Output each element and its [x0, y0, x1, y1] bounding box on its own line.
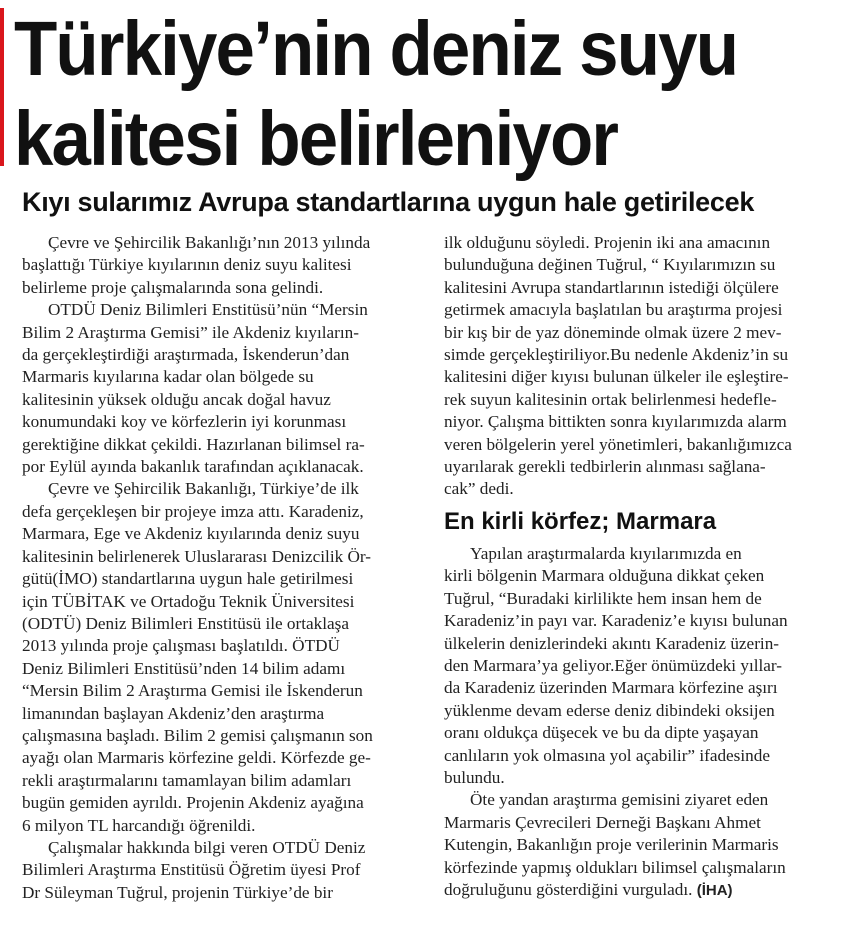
text-line: uyarılarak gerekli tedbirlerin alınması sağlana-	[444, 457, 766, 477]
text-line: konumundaki koy ve körfezlerin iyi korunması	[22, 412, 347, 432]
text-line: Marmaris Çevrecileri Derneği Başkanı Ahmet	[444, 812, 761, 832]
article-column-right	[444, 232, 840, 902]
text-line: Dr Süleyman Tuğrul, projenin Türkiye’de bir	[22, 882, 333, 902]
headline-line-2: kalitesi belirleniyor	[14, 96, 618, 182]
article-column-left	[22, 232, 414, 904]
text-line: kirli bölgenin Marmara olduğuna dikkat çeken	[444, 566, 765, 586]
text-line: ülkelerin denizlerindeki akıntı Karadeniz üzerin-	[444, 633, 780, 653]
text-line: Kutengin, Bakanlığın proje verilerinin Marmaris	[444, 835, 779, 855]
headline	[14, 4, 787, 184]
text-line: rek suyun kalitesinin ortak belirlenmesi hedefle-	[444, 389, 777, 409]
text-line: (ODTÜ) Deniz Bilimleri Enstitüsü ile ortaklaşa	[22, 613, 349, 633]
text-line: Marmaris kıyılarına kadar olan bölgede su	[22, 367, 314, 387]
text-line: “Mersin Bilim 2 Araştırma Gemisi ile İskenderun	[22, 681, 363, 701]
text-line: OTDÜ Deniz Bilimleri Enstitüsü’nün “Mersin	[48, 300, 368, 320]
text-line: kalitesinin belirlenerek Uluslararası Denizcilik Ör-	[22, 546, 372, 566]
text-line: da gerçekleştirdiği araştırmada, İskenderun’dan	[22, 345, 350, 365]
text-line: Çevre ve Şehircilik Bakanlığı, Türkiye’de ilk	[48, 479, 359, 499]
text-line: yüklenme devam ederse deniz dibindeki oksijen	[444, 700, 775, 720]
text-line: bir kış bir de yaz döneminde olmak üzere 2 mev-	[444, 322, 782, 342]
text-line: 6 milyon TL harcandığı öğrenildi.	[22, 815, 256, 835]
text-line: ayağı olan Marmaris körfezine geldi. Körfezde ge-	[22, 748, 371, 768]
section-heading: En kirli körfez; Marmara	[444, 507, 717, 535]
text-line: defa gerçekleşen bir projeye imza attı. Karadeniz,	[22, 501, 364, 521]
text-line: Marmara, Ege ve Akdeniz kıyılarında deniz suyu	[22, 524, 360, 544]
text-line: canlıların yok olmasına yol açabilir” ifadesinde	[444, 745, 770, 765]
text-line: cak” dedi.	[444, 479, 514, 499]
text-line: bugün gemiden ayrıldı. Projenin Akdeniz ayağına	[22, 793, 364, 813]
agency-credit: (İHA)	[696, 881, 733, 899]
text-line: Yapılan araştırmalarda kıyılarımızda en	[470, 543, 742, 563]
text-line: niyor. Çalışma bittikten sonra kıyılarımızda alarm	[444, 412, 787, 432]
text-line: başlattığı Türkiye kıyılarının deniz suyu kalitesi	[22, 255, 352, 275]
text-line: 2013 yılında proje çalışması başlatıldı. ÖTDÜ	[22, 636, 340, 656]
text-line: simde gerçekleştiriliyor.Bu nedenle Akdeniz’in su	[444, 345, 789, 365]
text-line: rekli araştırmalarını tamamlayan bilim adamları	[22, 770, 352, 790]
text-line: kalitesinin yüksek olduğu ancak doğal havuz	[22, 389, 331, 409]
text-line: veren bölgelerin yerel yönetimleri, bakanlığımızca	[444, 434, 792, 454]
text-line: körfezinde yapmış oldukları bilimsel çalışmaların	[444, 857, 786, 877]
text-line: den Marmara’ya geliyor.Eğer önümüzdeki yıllar-	[444, 655, 783, 675]
text-line: oranı oldukça düşecek ve bu da dipte yaşayan	[444, 723, 759, 743]
text-line: bulundu.	[444, 767, 505, 787]
text-line: Tuğrul, “Buradaki kirlilikte hem insan hem de	[444, 588, 762, 608]
text-line: Karadeniz’in payı var. Karadeniz’e kıyısı bulunan	[444, 611, 788, 631]
text-line: Bilimleri Araştırma Enstitüsü Öğretim üyesi Prof	[22, 860, 361, 880]
text-line: belirleme proje çalışmalarında sona gelindi.	[22, 277, 324, 297]
text-line: gerektiğine dikkat çekildi. Hazırlanan bilimsel ra-	[22, 434, 365, 454]
text-line: kalitesini diğer kıyısı bulunan ülkeler ile eşleştire-	[444, 367, 789, 387]
text-line: için TÜBİTAK ve Ortadoğu Teknik Üniversitesi	[22, 591, 355, 611]
headline-line-1: Türkiye’nin deniz suyu	[14, 6, 738, 92]
text-line: ilk olduğunu söyledi. Projenin iki ana amacının	[444, 233, 771, 252]
text-line: kalitesini Avrupa standartlarının istediği ölçülere	[444, 277, 779, 297]
text-line: por Eylül ayında bakanlık tarafından açıklanacak.	[22, 457, 364, 477]
subheadline: Kıyı sularımız Avrupa standartlarına uygun hale getirilecek	[22, 187, 755, 217]
text-line: Çalışmalar hakkında bilgi veren OTDÜ Deniz	[48, 837, 366, 857]
text-line: bulunduğuna değinen Tuğrul, “ Kıyılarımızın su	[444, 255, 776, 275]
text-line: da Karadeniz üzerinden Marmara körfezine aşırı	[444, 678, 778, 698]
text-line: gütü(İMO) standartlarına uygun hale getirilmesi	[22, 569, 354, 589]
text-line: getirmek amacıyla başlatılan bu araştırma projesi	[444, 300, 783, 320]
text-line: Öte yandan araştırma gemisini ziyaret eden	[470, 790, 769, 810]
text-line: çalışmasına başladı. Bilim 2 gemisi çalışmanın son	[22, 725, 373, 745]
accent-bar	[0, 8, 4, 166]
text-line: Deniz Bilimleri Enstitüsü’nden 14 bilim adamı	[22, 658, 346, 678]
text-line: limanından başlayan Akdeniz’den araştırma	[22, 703, 325, 723]
text-line-last: doğruluğunu gösterdiğini vurguladı.	[444, 879, 693, 899]
text-line: Bilim 2 Araştırma Gemisi” ile Akdeniz kıyıların-	[22, 322, 360, 342]
text-line: Çevre ve Şehircilik Bakanlığı’nın 2013 yılında	[48, 233, 371, 252]
text-line	[444, 879, 840, 902]
